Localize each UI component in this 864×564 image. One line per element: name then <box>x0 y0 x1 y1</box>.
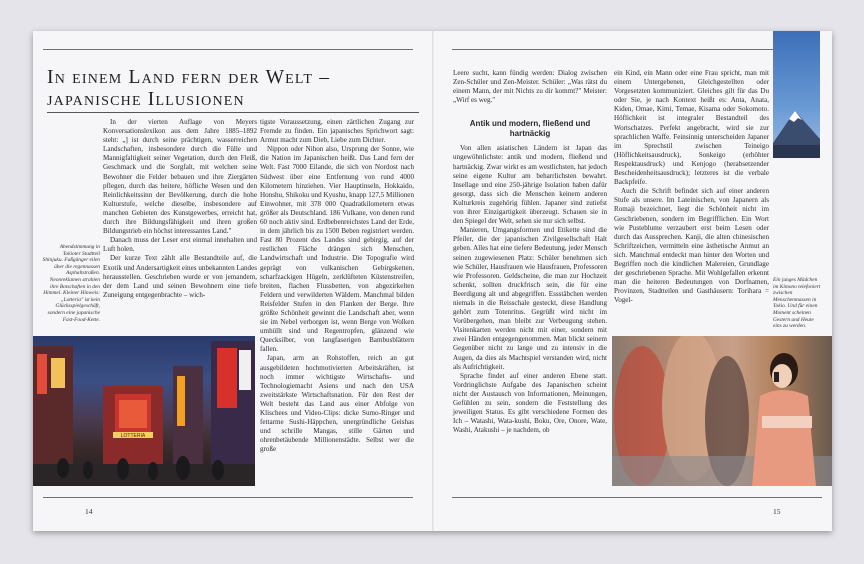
image-caption-right: Ein junges Mädchen im Kimono telefoniert zwischen Menschenmassen in Tokio. Und für einen Moment scheinen Gestern und Heute eins zu werden. <box>773 277 821 330</box>
paragraph: Manieren, Umgangsformen und Etikette sind die Pfeiler, die der japanischen Zivilgesellschaft Halt geben. Alles hat eine tiefere Bedeutung, jeder Mensch seinen zugewiesenen Platz: Schüler benehmen sich wie Schüler, Hausfrauen wie Hausfrauen, Professoren wie Professoren. Geldscheine, die man zur Hochzeit schenkt, sollten druckfrisch sein, die für eine Beerdigung alt und abgegriffen. Essstäbchen werden niemals in die Reisschale gesteckt, diese Handlung gehört zum Totenritus. Gegrüßt wird nicht im Vorübergehen, man bleibt zur Verbeugung stehen. Visitenkarten werden nicht mit einer, sondern mit zwei Händen entgegengenommen. Man blickt seinem Gegenüber nicht zu lange und zu intensiv in die Augen, da dies als Machtspiel verstanden wird, nicht als Aufrichtigkeit. <box>453 226 607 371</box>
title-line-1: In einem Land fern der Welt – <box>47 67 331 88</box>
paragraph: Von allen asiatischen Ländern ist Japan das ungewöhnlichste: antik und modern, fließend und hartnäckig. Zwar wirkt es am westlichsten, hat jedoch seine eigene Kultur am beharrlichsten bewahrt. Insellage und eine 250-jährige Isolation haben dafür gesorgt, dass sich die Menschen keinem anderen Kulturkreis zugehörig fühlen. Japaner sind zutiefst von ihrer Einzigartigkeit überzeugt. Schauen sie in den Spiegel der Welt, sehen sie nur sich selbst. <box>453 144 607 226</box>
header-rule <box>43 49 413 50</box>
shinjuku-illustration <box>33 336 255 486</box>
paragraph: Japan, arm an Rohstoffen, reich an gut ausgebildeten hochmotivierten Arbeitskräften, ist noch immer wichtigste Wirtschafts- und Technologiemacht Asiens und nach den USA zweitstärkste Wirtschaftsnation. Für den Rest der Welt besteht das Land aus einer Abfolge von Klischees und Video-Clips: dicke Sumo-Ringer und fettarme Sushi-Häppchen, unergründliche Geishas und schrille Mangas, stille Gärten und ohrenbetäubende Millionenstädte. Selbst wer die große <box>260 354 414 454</box>
paragraph: Nippon oder Nihon also, Ursprung der Sonne, wie die Nation im Japanischen heißt. Das Land fern der Welt. Fast 7000 Eilande, die sich von Nordost nach Südwest über eine Entfernung von rund 4000 Kilometern hinziehen. Vier Hauptinseln, Hokkaido, Honshu, Shikoku und Kyushu, knapp 127,5 Millionen Einwohner, mit 378 000 Quadratkilometern etwas größer als Deutschland. 186 Vulkane, von denen rund 60 noch aktiv sind. Erdbebenreichstes Land der Erde, in dem jährlich bis zu 1500 Beben registriert werden. Fast 80 Prozent des Landes sind gebirgig, auf der restlichen Fläche drängen sich Menschen, Landwirtschaft und Industrie. Die Topografie wird geprägt von vulkanischen Gebirgsketten, scharfzackigen Hügeln, zerklüfteten Küstenstreifen, breiten, flachen Flussbetten, von abgezirkelten Feldern und verwilderten Wäldern. Manchmal bilden Reisfelder Stufen in den Flanken der Berge. Ihre größte Schönheit gewinnt die Landschaft aber, wenn sie im Nebel verborgen ist, wenn Berge von Wolken umhüllt sind und Regentropfen, glänzend wie Quecksilber, von langfaserigen Bambusblättern fallen. <box>260 145 414 354</box>
paragraph: Auch die Schrift befindet sich auf einer anderen Stufe als unsere. Im Lateinischen, von Japanern als Romaji bezeichnet, liegt die Schönheit nicht im Geschriebenen, sondern im Begrifflichen. Ein Wort wie Pusteblume verzaubert erst beim Lesen oder durch das Aussprechen. Kanji, die alten chinesischen Schriftzeichen, vermitteln eine ästhetische Anmut an sich. Manchmal entdeckt man hinter den Worten und Begriffen noch die kindlichen Malereien, Grundlage der geschriebenen Sprache. Mit Wohlgefallen erkennt man die heiteren Bedeutungen von Dorfnamen, Provinzen, Stadtteilen und Gasthäusern: Torihara = Vogel- <box>614 187 769 305</box>
paragraph: Sprache findet auf einer anderen Ebene statt. Vordringlichste Aufgabe des Japanischen scheint nicht der Austausch von Informationen, Meinungen, Gefühlen zu sein, sondern die Feststellung des jeweiligen Status. Es gibt verschiedene Formen des Ich – Watashi, Wata-kushi, Boku, Ore, Onore, Wate, Washi, Atakushi – je nachdem, ob <box>453 371 607 435</box>
paragraph: Der kurze Text zählt alle Bestandteile auf, die Exotik und Andersartigkeit eines unbekannten Landes herausstellen. Geschrieben wurde er von jemandem, der dem Land und seinen Bewohnern eine tiefe Zuneigung entgegenbrachte – wich- <box>103 254 257 299</box>
subheading: Antik und modern, fließend und hartnäckig <box>469 119 591 139</box>
footer-rule-left <box>43 497 413 498</box>
book-gutter <box>432 31 434 531</box>
shinjuku-photo <box>33 336 255 486</box>
mount-fuji-illustration <box>773 31 820 158</box>
text-column-4 <box>614 69 769 305</box>
page-title <box>47 67 417 111</box>
book-spread <box>33 31 832 531</box>
text-column-2 <box>260 118 414 454</box>
paragraph: In der vierten Auflage von Meyers Konversationslexikon aus dem Jahre 1885–1892 steht: „] ist durch seine prächtigen, wasserreichen Landschaften, insbesondere durch die Fülle und Mannigfaltigkeit seiner Vegetation, durch den Fleiß, Geschmack und die Sorgfalt, mit welchen seine Bewohner die Felder bebauen und ihre Ziergärten pflegen, durch das heitere, höfliche Wesen und den Reinlichkeitssinn der Bevölkerung, durch die hohe Kulturstufe, welche dieselbe, insbesondere auf manchen Gebieten des Kunstgewerbes, erreicht hat, durch ihre Bildungsfähigkeit und ihren großen Bildungstrieb ein höchst interessantes Land." <box>103 118 257 236</box>
page-number-left: 14 <box>85 507 93 516</box>
lotteria-sign: LOTTERIA <box>120 433 146 439</box>
text-column-1 <box>103 118 257 300</box>
paragraph: Danach muss der Leser erst einmal innehalten und Luft holen. <box>103 236 257 254</box>
paragraph: Leere sucht, kann fündig werden: Dialog zwischen Zen-Schüler und Zen-Meister. Schüler: „Was rätst du einem Mann, der mit Nichts zu dir kommt?" Meister: „Wirf es weg." <box>453 69 607 105</box>
mount-fuji-photo <box>773 31 820 158</box>
title-line-2: japanische Illusionen <box>47 89 245 110</box>
image-caption-left: Abendstimmung in Tokioter Stadtteil Shinjuku. Fußgänger eilen über die regennassen Asphaltstraßen. Neonreklamen strahlen ihre Botschaften in den Himmel. Kleiner Hinweis: „Lotteria" ist kein Glücksspielgeschäft, sondern eine japanische Fast-Food-Kette. <box>42 244 100 323</box>
page-number-right: 15 <box>773 507 781 516</box>
kimono-girl-photo <box>612 336 832 486</box>
paragraph: ein Kind, ein Mann oder eine Frau spricht, man mit einem Untergebenen, Gleichgestellten oder Vorgesetzten kommuniziert. Gleiches gilt für das Du oder Sie, je nach Kontext heißt es: Anta, Anata, Kiden, Omae, Kimi, Temae, Kisama oder Sokomoto. Höflichkeit ist integraler Bestandteil des Wortschatzes. Perfekt angebracht, wird sie zur sprachlichen Waffe. Feinsinnig unterscheiden Japaner im Sprechstil zwischen Teineigo (Höflichkeitsausdruck), Sonkeigo (erhöhter Respektausdruck) und Kenjogo (herabsetzender Bescheidenheitsausdruck); letzteres ist die verbale Backpfeife. <box>614 69 769 187</box>
footer-rule-right <box>452 497 822 498</box>
paragraph: tigste Voraussetzung, einen zärtlichen Zugang zur Fremde zu finden. Ein japanisches Sprichwort sagt: Armut macht zum Dieb, Liebe zum Dichter. <box>260 118 414 145</box>
header-rule-right <box>452 49 774 50</box>
text-column-3 <box>453 69 607 435</box>
title-underline <box>47 112 419 113</box>
crowd-illustration <box>612 336 832 486</box>
